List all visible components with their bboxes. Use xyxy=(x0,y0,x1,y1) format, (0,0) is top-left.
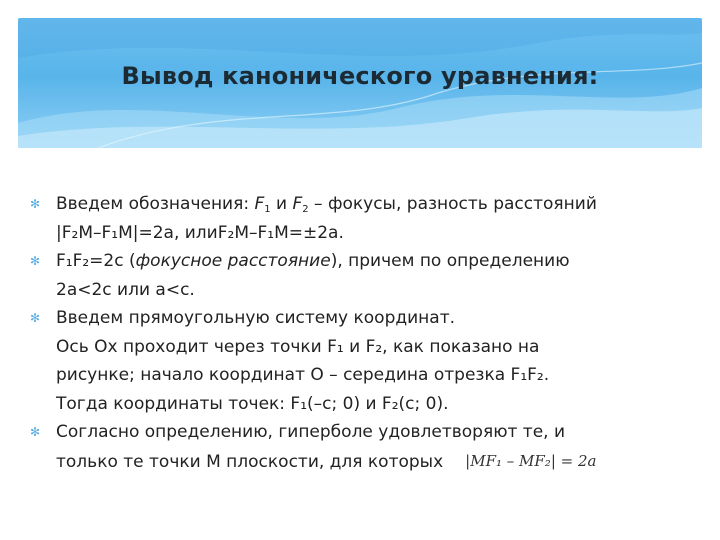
bullet-1-line-1: Введем обозначения: $F_1$ и $F_2$ – фокусы, разность расстояний xyxy=(56,194,597,215)
snowflake-bullet-icon: ✻ xyxy=(30,425,41,439)
snowflake-bullet-icon: ✻ xyxy=(30,197,41,211)
bullet-coordinate-system xyxy=(30,304,698,418)
bullet-2-line-2: 2a<2c или a<c. xyxy=(56,279,195,300)
hyperbola-formula: |MF₁ – MF₂| = 2a xyxy=(465,451,597,470)
bullet-focal-distance xyxy=(30,247,698,304)
title-banner xyxy=(18,18,702,148)
bullet-2-line-1: F₁F₂=2c (фокусное расстояние), причем по определению xyxy=(56,251,570,271)
bullet-4-line-1: Согласно определению, гиперболе удовлетворяют те, и xyxy=(56,422,566,442)
bullet-3-line-3: рисунке; начало координат O – середина отрезка F₁F₂. xyxy=(56,365,550,385)
bullet-1-line-2: |F₂M–F₁M|=2a, илиF₂M–F₁M=±2a. xyxy=(56,222,344,243)
bullet-3-line-4: Тогда координаты точек: F₁(–c; 0) и F₂(c; 0). xyxy=(56,393,449,414)
slide-title: Вывод канонического уравнения: xyxy=(121,62,599,90)
content xyxy=(30,190,698,476)
bullet-3-line-1: Введем прямоугольную систему координат. xyxy=(56,308,456,328)
bullet-definition xyxy=(30,418,698,476)
bullet-notation xyxy=(30,190,698,247)
snowflake-bullet-icon: ✻ xyxy=(30,254,41,268)
snowflake-bullet-icon: ✻ xyxy=(30,311,41,325)
bullet-4-line-2: только те точки M плоскости, для которых |MF₁ – MF₂| = 2a xyxy=(56,447,698,477)
bullet-3-line-2: Ось Ox проходит через точки F₁ и F₂, как показано на xyxy=(56,336,540,357)
